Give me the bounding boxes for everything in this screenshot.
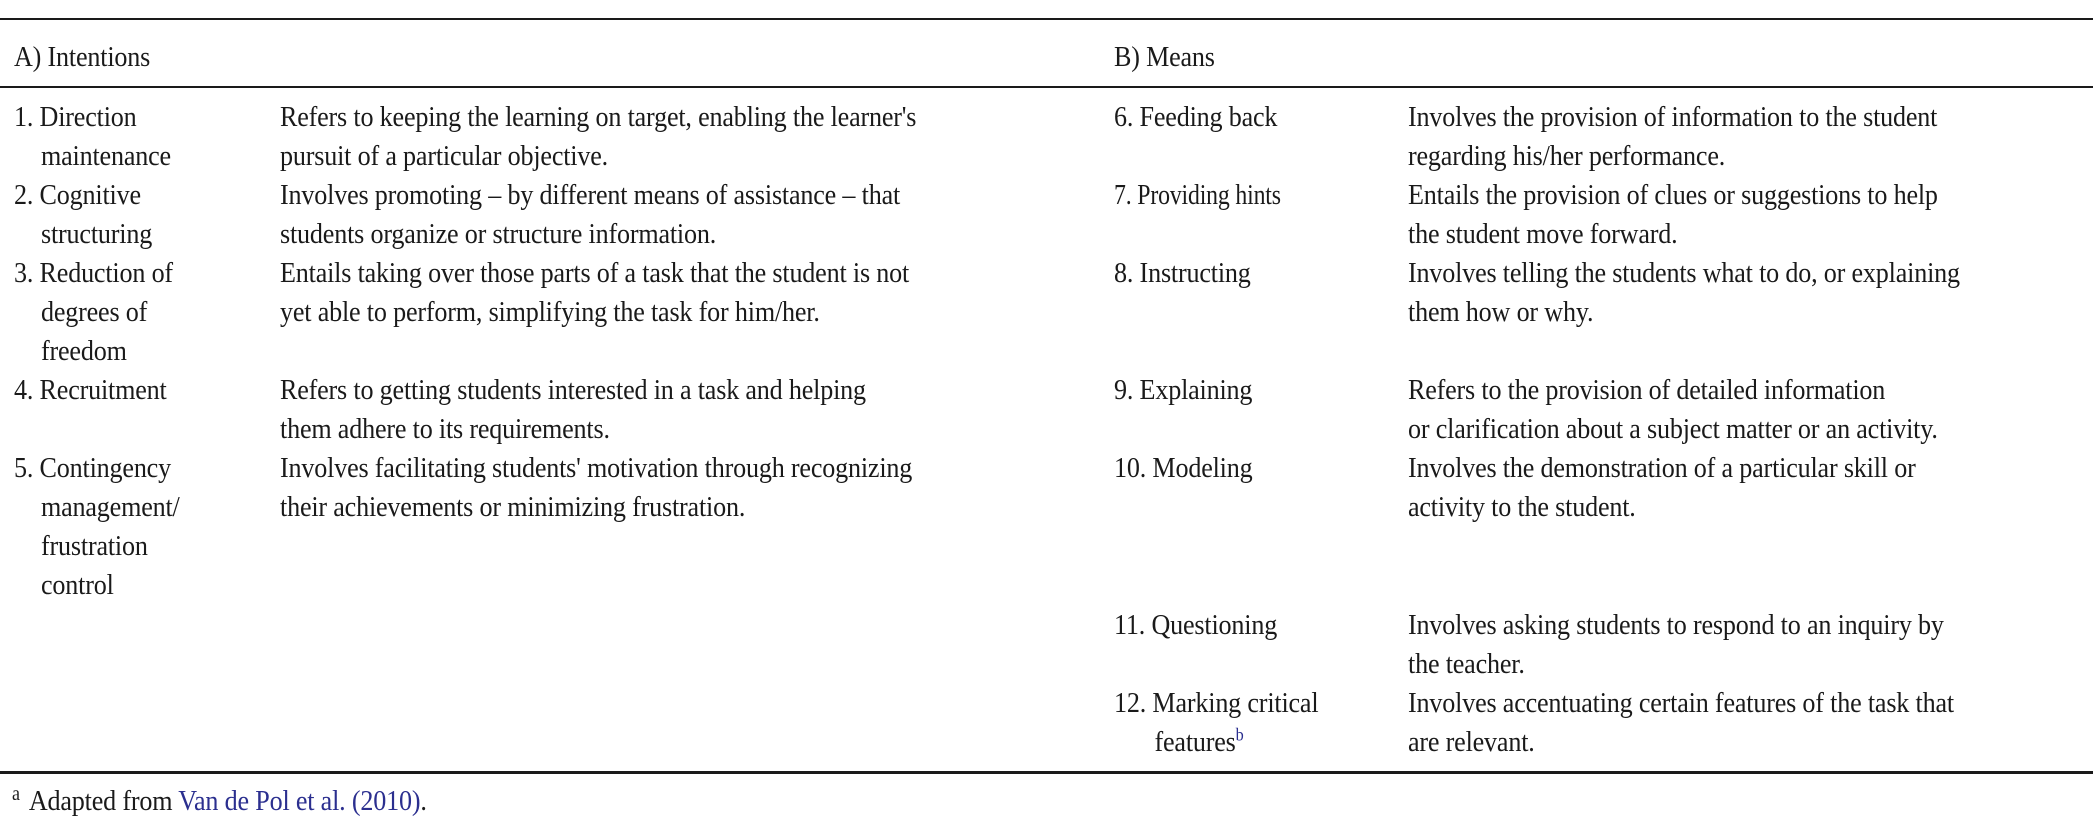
row-label: 7. Providing hints (1114, 179, 1281, 211)
row-description: Refers to getting students interested in a task and helping them adhere to its requirements. (280, 374, 866, 445)
top-rule (0, 18, 2093, 20)
row-label: 11. Questioning (1114, 609, 1278, 641)
row-description: Involves the demonstration of a particular skill or activity to the student. (1408, 452, 1916, 523)
footnote: $^a$ Adapted from Van de Pol et al. (2010). (12, 783, 427, 817)
row-label: 12. Marking critical features$^b$ (1114, 687, 1319, 758)
row-label: 3. Reduction of degrees of freedom (14, 257, 173, 367)
row-label: 1. Direction maintenance (14, 101, 171, 172)
row-description: Involves telling the students what to do, or explaining them how or why. (1408, 257, 1960, 328)
footnote-b-link[interactable]: b (1235, 724, 1244, 745)
row-description: Entails taking over those parts of a task that the student is not yet able to perform, simplifying the task for him/her. (280, 257, 910, 328)
footnote-mark: a (12, 783, 20, 805)
row-description: Involves asking students to respond to an inquiry by the teacher. (1408, 609, 1944, 680)
row-label: 9. Explaining (1114, 374, 1253, 406)
row-label: 4. Recruitment (14, 374, 167, 406)
row-description: Refers to keeping the learning on target, enabling the learner's pursuit of a particular objective. (280, 101, 917, 172)
header-means: B) Means (1114, 41, 1215, 73)
row-description: Involves the provision of information to the student regarding his/her performance. (1408, 101, 1938, 172)
row-label: 5. Contingency management/ frustration control (14, 452, 180, 601)
row-label: 2. Cognitive structuring (14, 179, 153, 250)
row-label: 6. Feeding back (1114, 101, 1278, 133)
row-description: Involves promoting – by different means of assistance – that students organize or structure information. (280, 179, 901, 250)
header-rule (0, 86, 2093, 88)
header-intentions: A) Intentions (14, 41, 151, 73)
row-description: Refers to the provision of detailed information or clarification about a subject matter or an activity. (1408, 374, 1938, 445)
row-description: Involves accentuating certain features of the task that are relevant. (1408, 687, 1954, 758)
row-description: Entails the provision of clues or suggestions to help the student move forward. (1408, 179, 1938, 250)
bottom-rule (0, 771, 2093, 774)
citation-link[interactable]: Van de Pol et al. (2010) (178, 785, 421, 817)
row-label: 8. Instructing (1114, 257, 1251, 289)
row-description: Involves facilitating students' motivation through recognizing their achievements or minimizing frustration. (280, 452, 913, 523)
row-label: 10. Modeling (1114, 452, 1253, 484)
